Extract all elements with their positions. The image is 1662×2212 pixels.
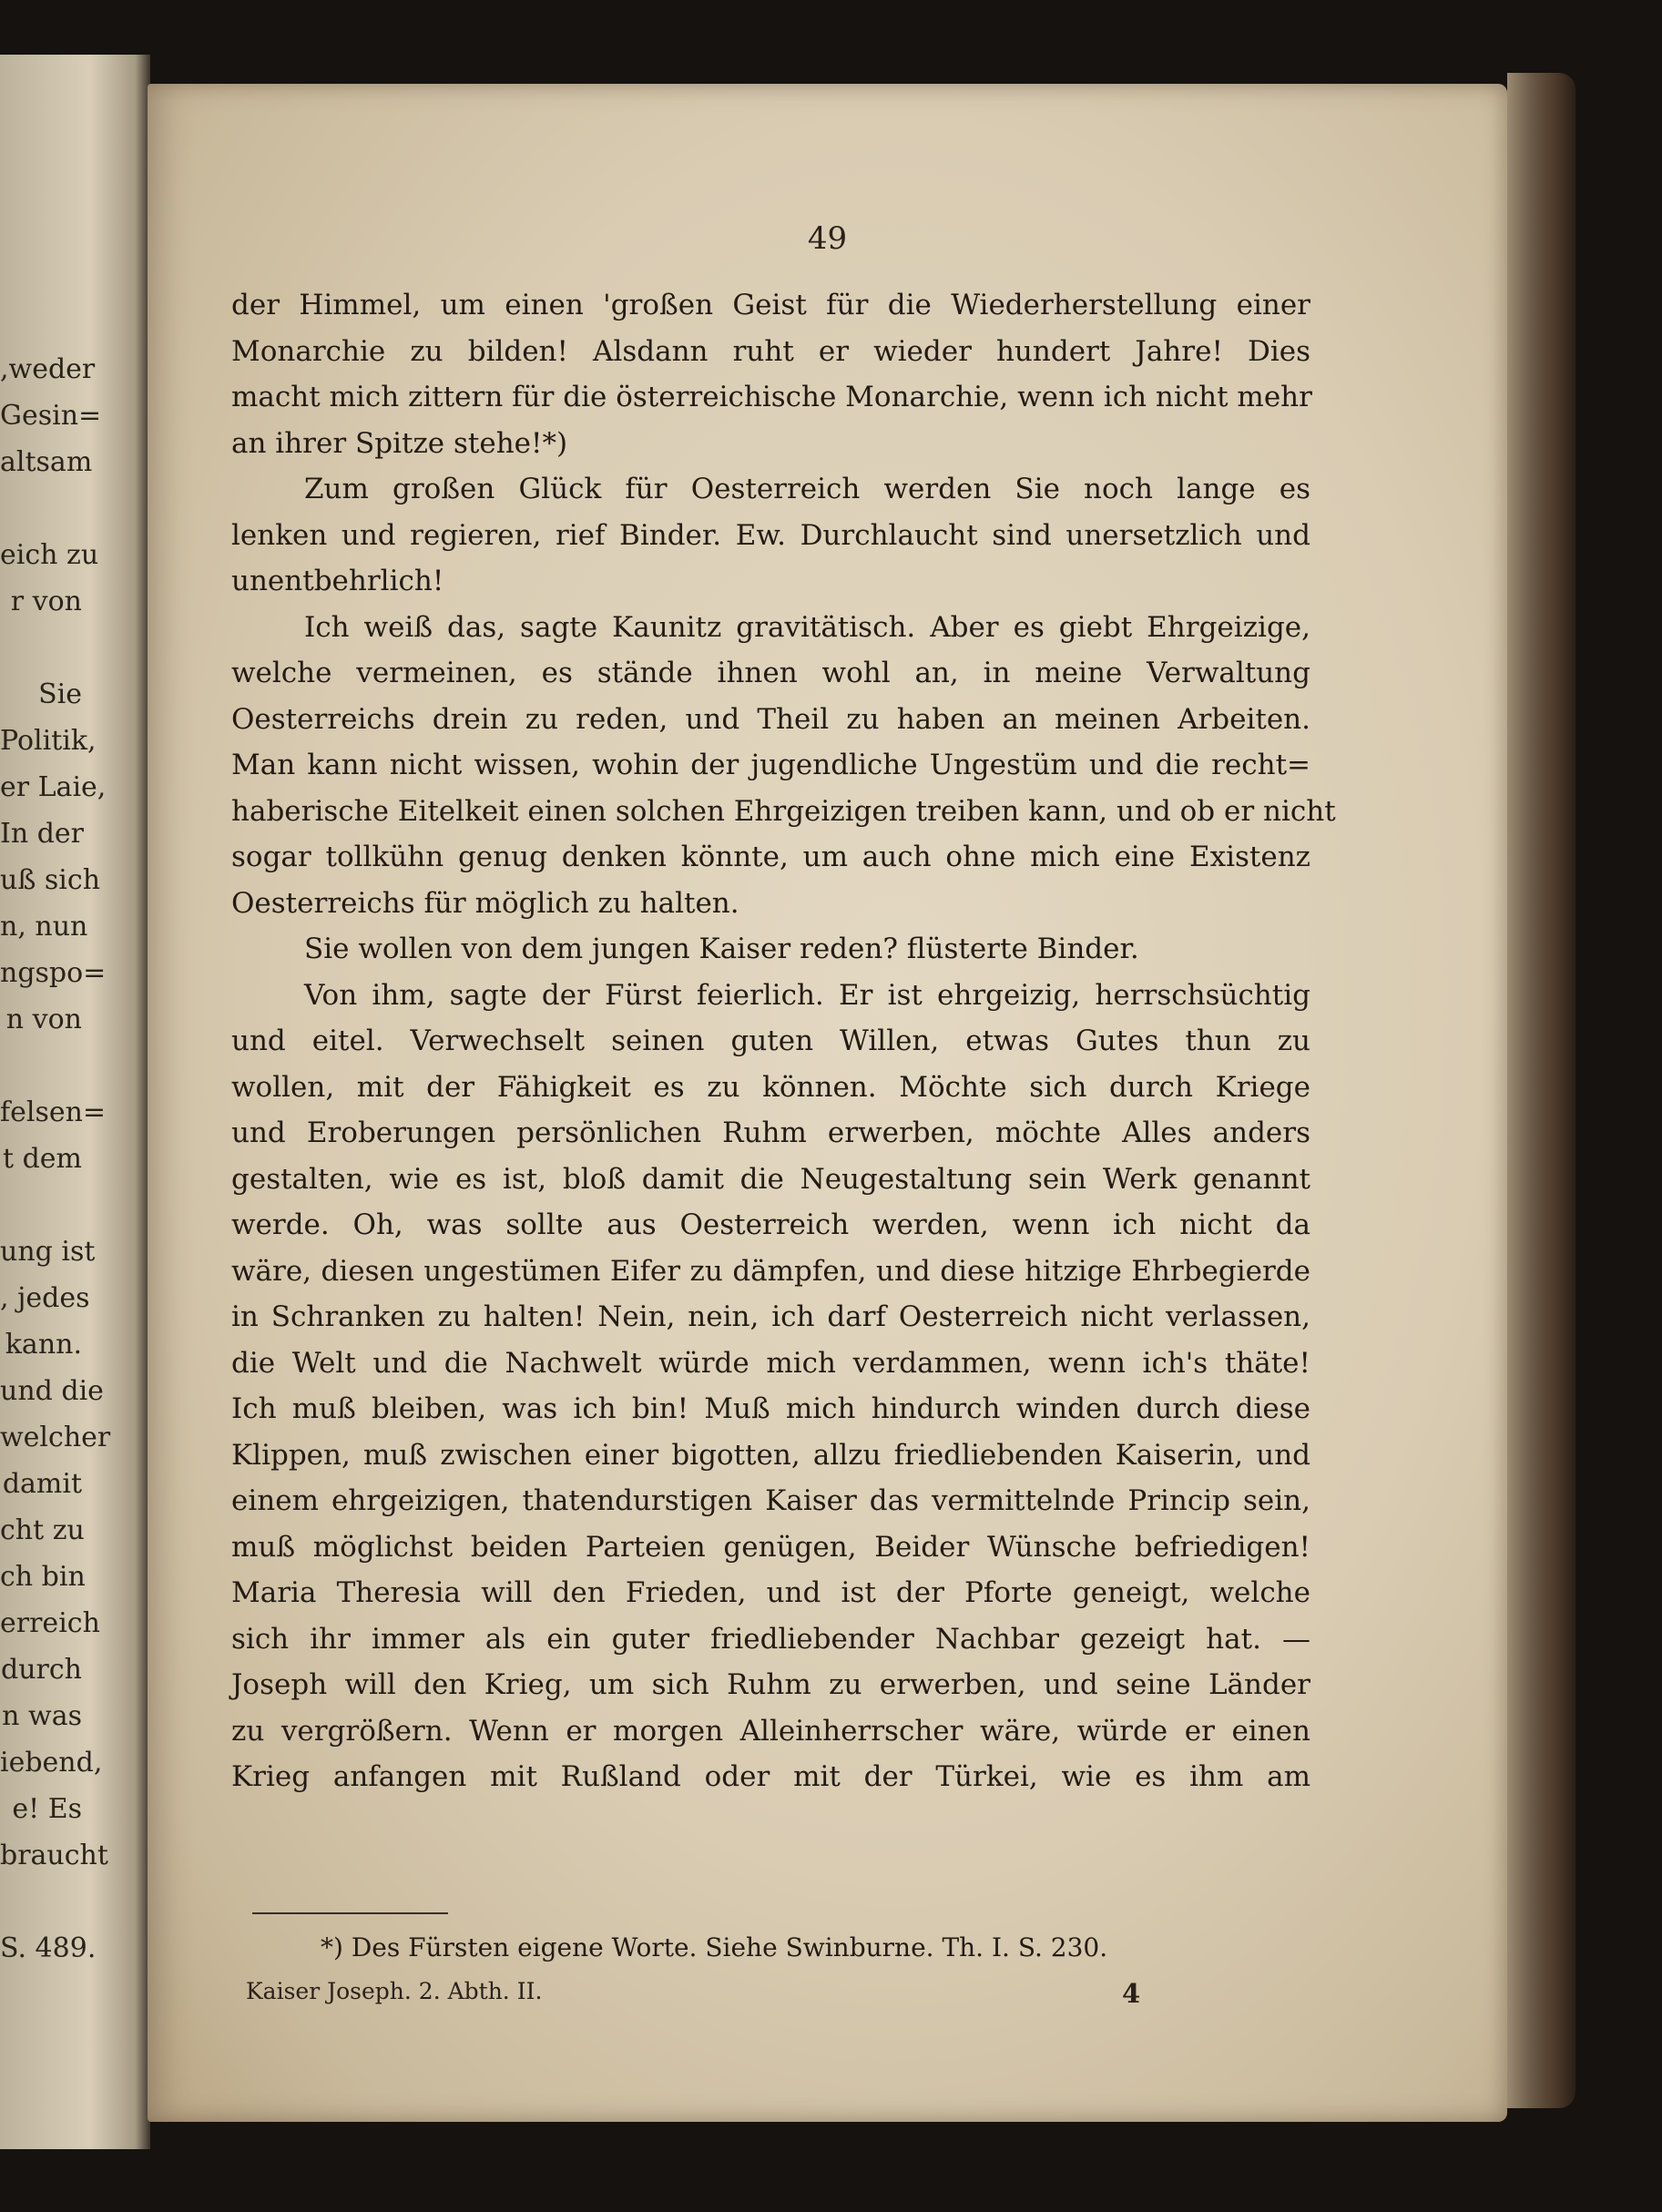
facing-page-fragment: ,weder [0, 353, 96, 385]
text-line: gestalten, wie es ist, bloß damit die Neugestaltung sein Werk genannt [231, 1162, 1310, 1196]
facing-page-fragment: iebend, [0, 1747, 103, 1779]
text-line: sogar tollkühn genug denken könnte, um auch ohne mich eine Existenz [231, 841, 1310, 873]
text-line: wollen, mit der Fähigkeit es zu können. Möchte sich durch Kriege [231, 1070, 1310, 1104]
facing-page-fragment [0, 485, 82, 532]
facing-page-fragment: ngspo= [0, 957, 107, 989]
facing-page-fragment: und die [0, 1375, 104, 1407]
footnote: *) Des Fürsten eigene Worte. Siehe Swinburne. Th. I. S. 230. [321, 1932, 1108, 1962]
facing-page-fragment: damit [2, 1468, 82, 1500]
facing-page-fragment: S. 489. [0, 1932, 97, 1964]
facing-page-fragment: , jedes [0, 1282, 90, 1314]
text-line: Von ihm, sagte der Fürst feierlich. Er ist ehrgeizig, herrschsüchtig [304, 978, 1310, 1012]
facing-page-fragment [0, 1043, 82, 1089]
text-line: werde. Oh, was sollte aus Oesterreich werden, wenn ich nicht da [231, 1208, 1310, 1241]
facing-page-fragment [0, 625, 82, 671]
text-line: sich ihr immer als ein guter friedliebender Nachbar gezeigt hat. — [231, 1622, 1310, 1656]
text-line: lenken und regieren, rief Binder. Ew. Durchlaucht sind unersetzlich und [231, 518, 1310, 552]
text-line: Krieg anfangen mit Rußland oder mit der Türkei, wie es ihm am [231, 1760, 1310, 1793]
facing-page-fragment: e! Es [12, 1793, 82, 1825]
text-line: Ich muß bleiben, was ich bin! Muß mich hindurch winden durch diese [231, 1392, 1310, 1425]
footnote-rule [252, 1912, 448, 1914]
text-line: zu vergrößern. Wenn er morgen Alleinherrscher wäre, würde er einen [231, 1714, 1310, 1748]
facing-page [0, 55, 150, 2149]
page-body-text [231, 282, 1336, 1800]
facing-page-text [0, 346, 111, 1972]
text-line: und Eroberungen persönlichen Ruhm erwerben, möchte Alles anders [231, 1116, 1310, 1149]
facing-page-fragment: n was [2, 1700, 82, 1732]
text-line: in Schranken zu halten! Nein, nein, ich darf Oesterreich nicht verlassen, [231, 1300, 1310, 1333]
text-line: Oesterreichs für möglich zu halten. [231, 886, 739, 920]
facing-page-fragment: r von [10, 586, 82, 617]
text-line: Monarchie zu bilden! Alsdann ruht er wieder hundert Jahre! Dies [231, 334, 1310, 368]
facing-page-fragment: ung ist [0, 1236, 96, 1268]
text-line: Ich weiß das, sagte Kaunitz gravitätisch. Aber es giebt Ehrgeizige, [304, 610, 1310, 644]
facing-page-fragment: ch bin [0, 1561, 86, 1593]
facing-page-fragment: durch [1, 1654, 82, 1686]
facing-page-fragment: n, nun [0, 911, 88, 943]
facing-page-fragment: cht zu [0, 1514, 85, 1546]
facing-page-fragment: eich zu [0, 539, 99, 571]
facing-page-fragment: Gesin= [0, 400, 102, 432]
facing-page-fragment: felsen= [0, 1096, 107, 1128]
text-line: welche vermeinen, es stände ihnen wohl an, in meine Verwaltung [231, 657, 1310, 689]
facing-page-fragment: braucht [0, 1840, 108, 1871]
text-line: die Welt und die Nachwelt würde mich verdammen, wenn ich's thäte! [231, 1346, 1310, 1380]
text-line: Zum großen Glück für Oesterreich werden Sie noch lange es [304, 473, 1310, 505]
signature-line: Kaiser Joseph. 2. Abth. II. [246, 1978, 543, 2004]
facing-page-fragment: In der [0, 818, 85, 850]
text-line: und eitel. Verwechselt seinen guten Willen, etwas Gutes thun zu [231, 1024, 1310, 1057]
text-line: macht mich zittern für die österreichische Monarchie, wenn ich nicht mehr [231, 381, 1312, 413]
facing-page-fragment: t dem [3, 1143, 82, 1175]
text-line: Oesterreichs drein zu reden, und Theil zu haben an meinen Arbeiten. [231, 702, 1310, 736]
facing-page-fragment: uß sich [0, 864, 101, 896]
text-line: Man kann nicht wissen, wohin der jugendliche Ungestüm und die recht= [231, 749, 1310, 781]
text-line: haberische Eitelkeit einen solchen Ehrgeizigen treiben kann, und ob er nicht [231, 794, 1336, 828]
text-line: an ihrer Spitze stehe!*) [231, 426, 568, 460]
facing-page-fragment: altsam [0, 446, 93, 478]
text-line: Joseph will den Krieg, um sich Ruhm zu erwerben, und seine Länder [231, 1668, 1310, 1701]
text-line: der Himmel, um einen 'großen Geist für die Wiederherstellung einer [231, 289, 1310, 321]
facing-page-fragment: Politik, [0, 725, 97, 757]
book-edge [1507, 73, 1575, 2108]
facing-page-fragment [0, 1879, 82, 1925]
text-line: Klippen, muß zwischen einer bigotten, allzu friedliebenden Kaiserin, und [231, 1438, 1310, 1472]
facing-page-fragment [0, 1182, 82, 1228]
text-line: unentbehrlich! [231, 565, 444, 597]
book-page [148, 84, 1507, 2122]
facing-page-fragment: kann. [5, 1329, 82, 1361]
text-line: Maria Theresia will den Frieden, und ist der Pforte geneigt, welche [231, 1576, 1310, 1609]
facing-page-fragment: Sie [38, 678, 82, 710]
text-line: muß möglichst beiden Parteien genügen, Beider Wünsche befriedigen! [231, 1530, 1310, 1564]
text-line: einem ehrgeizigen, thatendurstigen Kaiser das vermittelnde Princip sein, [231, 1484, 1310, 1517]
facing-page-fragment: erreich [0, 1607, 100, 1639]
page-number: 49 [807, 220, 848, 257]
facing-page-fragment: n von [5, 1004, 82, 1035]
facing-page-fragment: er Laie, [0, 771, 107, 803]
facing-page-fragment: welcher [0, 1422, 111, 1453]
signature-number: 4 [1122, 1978, 1141, 2009]
text-line: Sie wollen von dem jungen Kaiser reden? flüsterte Binder. [304, 933, 1139, 965]
text-line: wäre, diesen ungestümen Eifer zu dämpfen, und diese hitzige Ehrbegierde [231, 1254, 1310, 1288]
